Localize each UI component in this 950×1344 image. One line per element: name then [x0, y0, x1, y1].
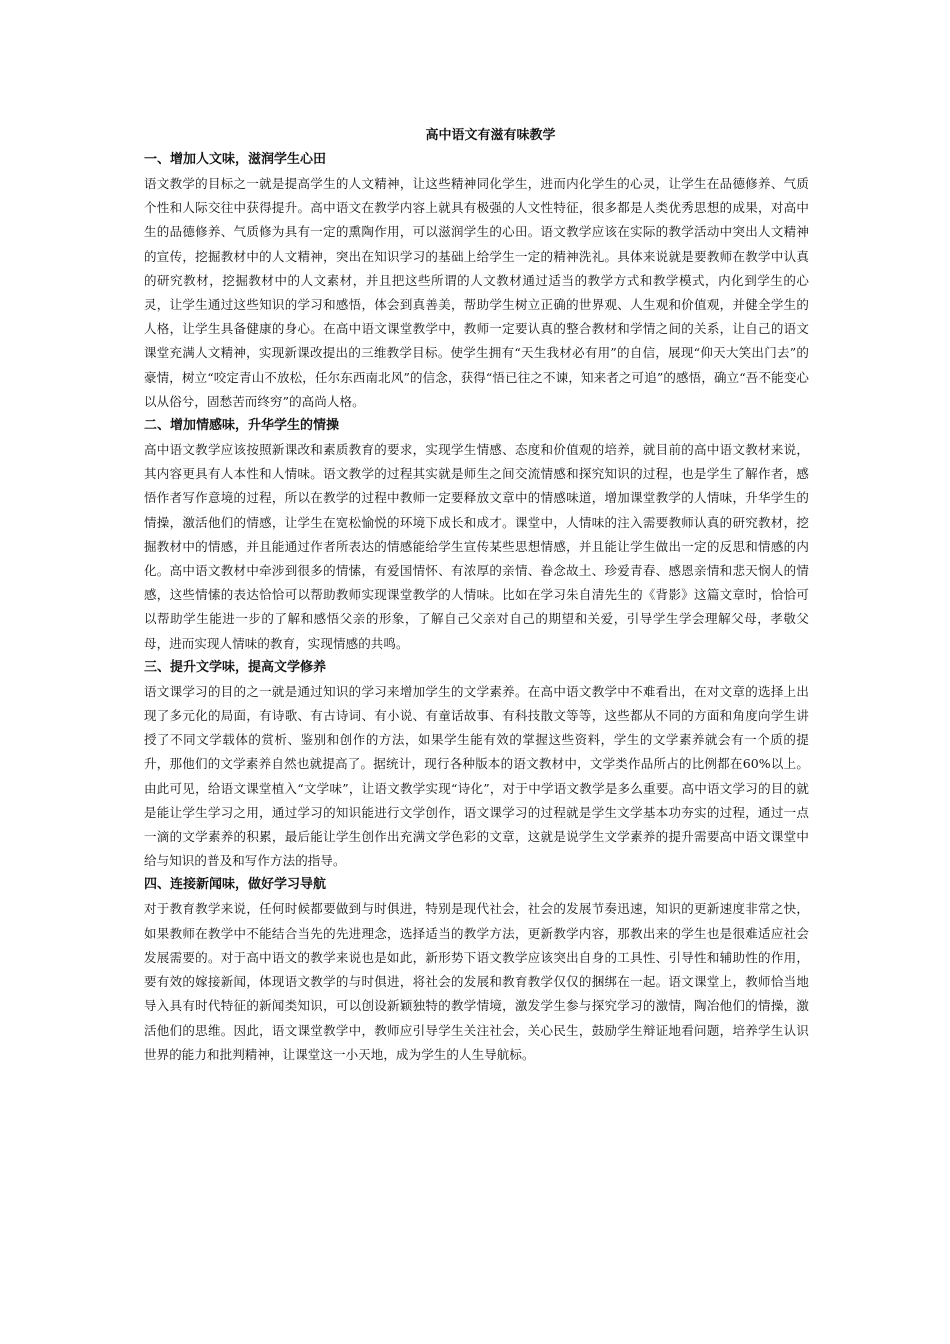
section-heading: 二、增加情感味，升华学生的情操	[144, 418, 340, 434]
section-paragraph: 对于教育教学来说，任何时候都要做到与时俱进，特别是现代社会，社会的发展节奏迅速，知识的更新速度非常之快，如果教师在教学中不能结合当先的先进理念，选择适当的教学方法，更新教学内容，那教出来的学生也是很难适应社会发展需要的。对于高中语文的教学来说也是如此，新形势下语文教学应该突出自身的工具性、引导性和辅助性的作用，要有效的嫁接新闻，体现语文教学的与时俱进，将社会的发展和教育教学仅仅的捆绑在一起。语文课堂上，教师恰当地导入具有时代特征的新闻类知识，可以创设新颖独特的教学情境，激发学生参与探究学习的激情，陶冶他们的情操，激活他们的思维。因此，语文课堂教学中，教师应引导学生关注社会，关心民生，鼓励学生辩证地看问题，培养学生认识世界的能力和批判精神，让课堂这一小天地，成为学生的人生导航标。	[144, 901, 809, 1062]
section-paragraph: 语文课学习的目的之一就是通过知识的学习来增加学生的文学素养。在高中语文教学中不难看出，在对文章的选择上出现了多元化的局面，有诗歌、有古诗词、有小说、有童话故事、有科技散文等等，这些都从不同的方面和角度向学生讲授了不同文学载体的赏析、鉴别和创作的方法，如果学生能有效的掌握这些资料，学生的文学素养就会有一个质的提升，那他们的文学素养自然也就提高了。据统计，现行各种版本的语文教材中，文学类作品所占的比例都在60%以上。由此可见，给语文课堂植入“文学味”，让语文教学实现“诗化”，对于中学语文教学是多么重要。高中语文学习的目的就是能让学生学习之用，通过学习的知识能进行文学创作，语文课学习的过程就是学生文学基本功夯实的过程，通过一点一滴的文学素养的积累，最后能让学生创作出充满文学色彩的文章，这就是说学生文学素养的提升需要高中语文课堂中给与知识的普及和写作方法的指导。	[144, 683, 809, 869]
section-heading: 三、提升文学味，提高文学修养	[144, 659, 327, 675]
section-paragraph: 语文教学的目标之一就是提高学生的人文精神，让这些精神同化学生，进而内化学生的心灵，让学生在品德修养、气质个性和人际交往中获得提升。高中语文在教学内容上就具有极强的人文性特征，很多都是人类优秀思想的成果，对高中生的品德修养、气质修为具有一定的熏陶作用，可以滋润学生的心田。语文教学应该在实际的教学活动中突出人文精神的宣传，挖掘教材中的人文精神，突出在知识学习的基础上给学生一定的精神洗礼。具体来说就是要教师在教学中认真的研究教材，挖掘教材中的人文素材，并且把这些所谓的人文教材通过适当的教学方式和教学模式，内化到学生的心灵，让学生通过这些知识的学习和感悟，体会到真善美，帮助学生树立正确的世界观、人生观和价值观，并健全学生的人格，让学生具备健康的身心。在高中语文课堂教学中，教师一定要认真的整合教材和学情之间的关系，让自己的语文课堂充满人文精神，实现新课改提出的三维教学目标。使学生拥有“天生我材必有用”的自信，展现“仰天大笑出门去”的豪情，树立“咬定青山不放松，任尔东西南北风”的信念，获得“悟已往之不谏，知来者之可追”的感悟，确立“吾不能变心以从俗兮，固愁苦而终穷”的高尚人格。	[144, 176, 809, 409]
document-title: 高中语文有滋有味教学	[425, 128, 556, 143]
section-3	[144, 656, 809, 874]
document-page	[144, 124, 809, 1067]
section-4	[144, 873, 809, 1066]
section-heading: 一、增加人文味，滋润学生心田	[144, 152, 327, 167]
section-1	[144, 148, 809, 414]
section-heading: 四、连接新闻味，做好学习导航	[144, 877, 327, 893]
section-2	[144, 414, 809, 656]
section-paragraph: 高中语文教学应该按照新课改和素质教育的要求，实现学生情感、态度和价值观的培养，就目前的高中语文教材来说，其内容更具有人本性和人情味。语文教学的过程其实就是师生之间交流情感和探究知识的过程，也是学生了解作者，感悟作者写作意境的过程，所以在教学的过程中教师一定要释放文章中的情感味道，增加课堂教学的人情味，升华学生的情操，激活他们的情感，让学生在宽松愉悦的环境下成长和成才。课堂中，人情味的注入需要教师认真的研究教材，挖掘教材中的情感，并且能通过作者所表达的情感能给学生宣传某些思想情感，并且能让学生做出一定的反思和情感的内化。高中语文教材中牵涉到很多的情愫，有爱国情怀、有浓厚的亲情、眷念故土、珍爱青春、感恩亲情和悲天悯人的情感，这些情愫的表达恰恰可以帮助教师实现课堂教学的人情味。比如在学习朱自清先生的《背影》这篇文章时，恰恰可以帮助学生能进一步的了解和感悟父亲的形象，了解自己父亲对自己的期望和关爱，引导学生学会理解父母，孝敬父母，进而实现人情味的教育，实现情感的共鸣。	[144, 442, 809, 651]
